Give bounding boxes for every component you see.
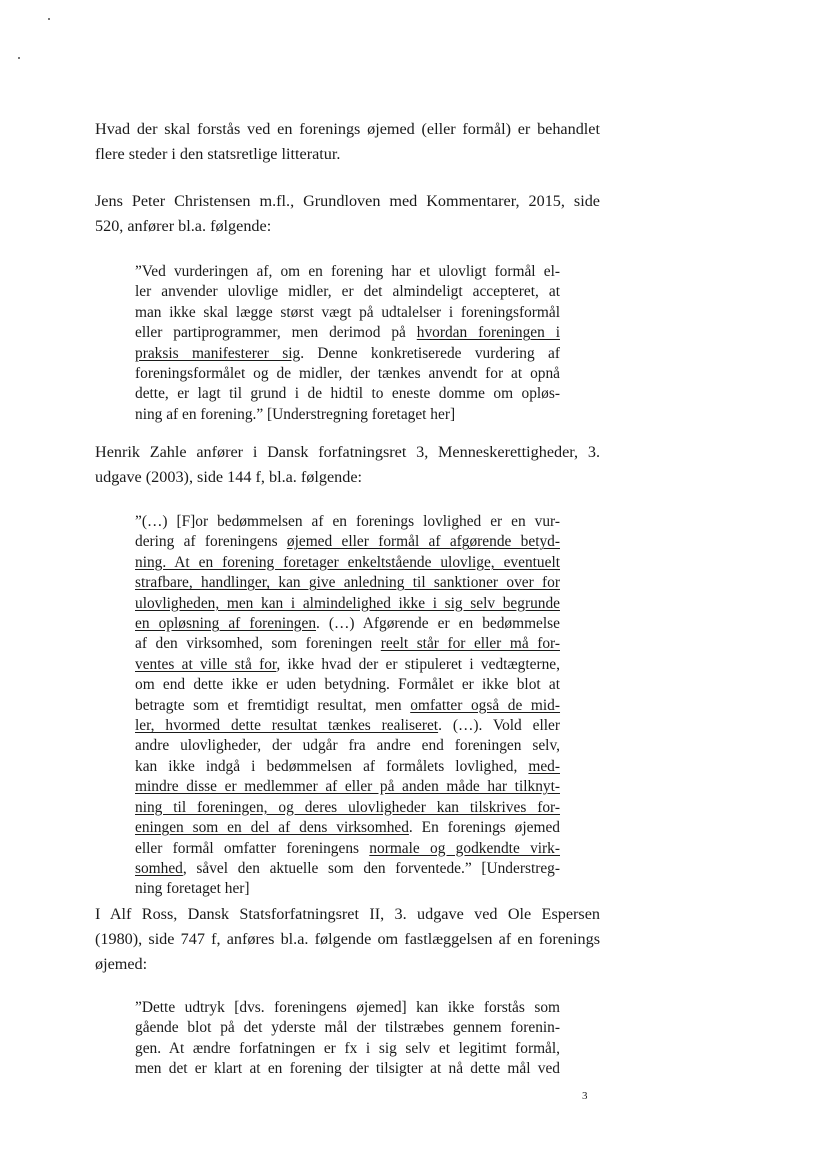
paragraph-ross (95, 902, 600, 977)
quote-line (135, 634, 560, 654)
underlined-text: somhed (135, 859, 183, 877)
underlined-text: med- (528, 757, 560, 775)
quote-line (135, 323, 560, 343)
quote-text: . En forenings øjemed (408, 819, 560, 837)
quote-line (135, 696, 560, 716)
underlined-text: hvordan foreningen i (416, 324, 560, 342)
quote-text: , såvel den aktuelle som den forventede.” [Understreg- (182, 859, 560, 877)
quote-text: kan ikke indgå i bedømmelsen af formålets lovlighed, (135, 757, 529, 775)
quote-line: om end dette ikke er uden betydning. Formålet er ikke blot at (135, 676, 560, 694)
quote-line (135, 818, 560, 838)
quote-text: betragte som et fremtidigt resultat, men (135, 696, 411, 714)
quote-zahle (135, 512, 560, 900)
quote-text: . Denne konkretiserede vurdering af (300, 344, 560, 362)
quote-line (135, 859, 560, 879)
underlined-text: ulovligheden, men kan i almindelighed ikke i sig selv begrunde (135, 594, 560, 612)
scan-speck (48, 18, 50, 20)
quote-line: dette, er lagt til grund i de hidtil to eneste domme om opløs- (135, 385, 560, 403)
text-line: Hvad der skal forstås ved en forenings øjemed (eller formål) er behandlet (95, 120, 600, 138)
scan-speck (18, 57, 20, 59)
quote-line: gående blot på det yderste mål der tilstræbes gennem forenin- (135, 1019, 560, 1037)
quote-line: ”Dette udtryk [dvs. foreningens øjemed] kan ikke forstås som (135, 999, 560, 1016)
quote-line: gen. At ændre forfatningen er fx i sig selv et legitimt formål, (135, 1039, 560, 1057)
underlined-text: reelt står for eller må for- (380, 635, 560, 653)
underlined-text: en opløsning af foreningen (135, 615, 317, 633)
text-line: (1980), side 747 f, anføres bl.a. følgende om fastlæggelsen af en forenings (95, 930, 600, 948)
quote-ross (135, 998, 560, 1080)
quote-line: ler anvender ulovlige midler, er det almindeligt accepteret, at (135, 283, 560, 301)
quote-line (135, 777, 560, 797)
quote-line: ning af en forening.” [Understregning foretaget her] (135, 405, 456, 423)
quote-text: . (…). Vold eller (438, 717, 560, 735)
quote-line (135, 553, 560, 573)
underlined-text: eningen som en del af dens virksomhed (135, 819, 409, 837)
underlined-text: normale og godkendte virk- (369, 839, 560, 857)
text-line: flere steder i den statsretlige litteratur. (95, 145, 341, 163)
quote-line: men det er klart at en forening der tilsigter at nå dette mål ved (135, 1060, 560, 1078)
underlined-text: ventes at ville stå for (135, 655, 277, 673)
underlined-text: strafbare, handlinger, kan give anledning til sanktioner over for (135, 574, 560, 592)
quote-text: , ikke hvad der er stipuleret i vedtægterne, (276, 655, 560, 673)
quote-line (135, 532, 560, 552)
quote-line (135, 655, 560, 675)
quote-line: foreningsformålet og de midler, der tænkes anvendt for at opnå (135, 365, 560, 383)
quote-line: andre ulovligheder, der udgår fra andre end foreningen selv, (135, 737, 560, 755)
quote-line (135, 614, 560, 634)
quote-line: ”Ved vurderingen af, om en forening har et ulovligt formål el- (135, 263, 560, 280)
underlined-text: øjemed eller formål af afgørende betyd- (286, 533, 560, 551)
quote-line (135, 839, 560, 859)
text-line: I Alf Ross, Dansk Statsforfatningsret II, 3. udgave ved Ole Espersen (95, 905, 600, 923)
quote-text: . (…) Afgørende er en bedømmelse (316, 615, 560, 633)
underlined-text: ning til foreningen, og deres ulovligheder kan tilskrives for- (135, 798, 560, 816)
text-line: 520, anfører bl.a. følgende: (95, 217, 272, 235)
quote-line: man ikke skal lægge størst vægt på udtalelser i foreningsformål (135, 303, 560, 321)
quote-line (135, 573, 560, 593)
quote-christensen (135, 262, 560, 425)
quote-line: ning foretaget her] (135, 880, 250, 898)
underlined-text: mindre disse er medlemmer af eller på anden måde har tilknyt- (135, 778, 560, 796)
text-line: Henrik Zahle anfører i Dansk forfatningsret 3, Menneskerettigheder, 3. (95, 443, 600, 461)
quote-line (135, 594, 560, 614)
paragraph-intro (95, 117, 600, 167)
text-line: udgave (2003), side 144 f, bl.a. følgende: (95, 468, 363, 486)
quote-line (135, 757, 560, 777)
quote-line (135, 798, 560, 818)
quote-text: eller formål omfatter foreningens (135, 839, 370, 857)
underlined-text: ler, hvormed dette resultat tænkes realiseret (135, 717, 439, 735)
quote-line (135, 344, 560, 364)
page-number: 3 (582, 1090, 588, 1102)
quote-text: dering af foreningens (135, 533, 287, 551)
quote-line (135, 716, 560, 736)
text-line: øjemed: (95, 955, 148, 973)
quote-text: eller partiprogrammer, men derimod på (135, 324, 417, 342)
paragraph-zahle (95, 440, 600, 490)
paragraph-christensen (95, 189, 600, 239)
underlined-text: omfatter også de mid- (410, 696, 561, 714)
quote-text: af den virksomhed, som foreningen (135, 635, 381, 653)
underlined-text: praksis manifesterer sig (135, 344, 301, 362)
quote-line: ”(…) [F]or bedømmelsen af en forenings lovlighed er en vur- (135, 513, 560, 530)
text-line: Jens Peter Christensen m.fl., Grundloven med Kommentarer, 2015, side (95, 192, 600, 210)
underlined-text: ning. At en forening foretager enkeltstående ulovlige, eventuelt (135, 553, 560, 571)
